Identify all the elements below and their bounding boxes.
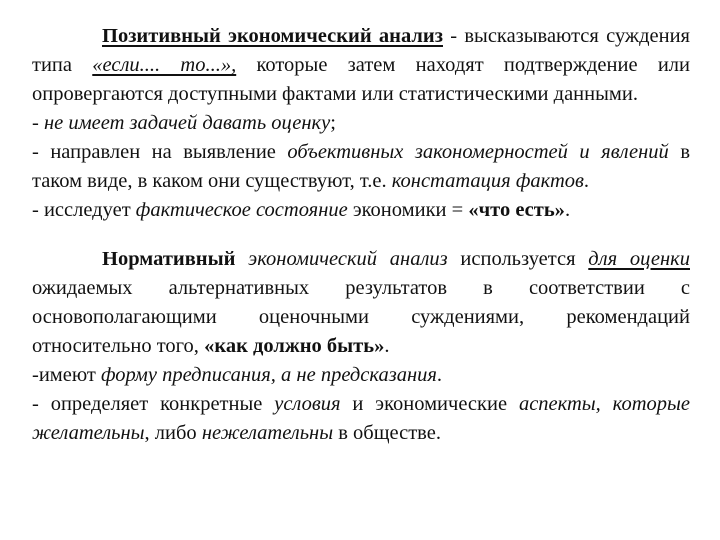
normative-point-1: -имеют форму предписания, а не предсказания. — [32, 364, 443, 386]
for-evaluation-phrase: для оценки — [588, 248, 690, 270]
normative-point-2: - определяет конкретные условия и экономические аспекты, которые желательны, либо нежелательны в обществе. — [32, 393, 690, 444]
positive-analysis-intro: Позитивный экономический анализ - высказываются суждения типа «если.... то...», которые затем находят подтверждение или опровергаются доступными фактами или статистическими данными. — [32, 25, 691, 105]
section-gap — [32, 225, 690, 245]
normative-analysis-title: Нормативный — [102, 248, 236, 270]
positive-point-2: - направлен на выявление объективных закономерностей и явлений в таком виде, в каком они существуют, т.е. констатация фактов. — [32, 141, 690, 192]
document-page — [32, 22, 690, 448]
positive-point-3: - исследует фактическое состояние экономики = «что есть». — [32, 199, 571, 221]
normative-analysis-intro: Нормативный экономический анализ используется для оценки ожидаемых альтернативных результатов в соответствии с основополагающими оценочными суждениями, рекомендаций относительно того, «как должно быть». — [32, 248, 690, 357]
conditional-phrase: «если.... то...», — [92, 54, 237, 76]
positive-analysis-title: Позитивный экономический анализ — [102, 25, 443, 47]
positive-point-1: - не имеет задачей давать оценку; — [32, 112, 336, 134]
